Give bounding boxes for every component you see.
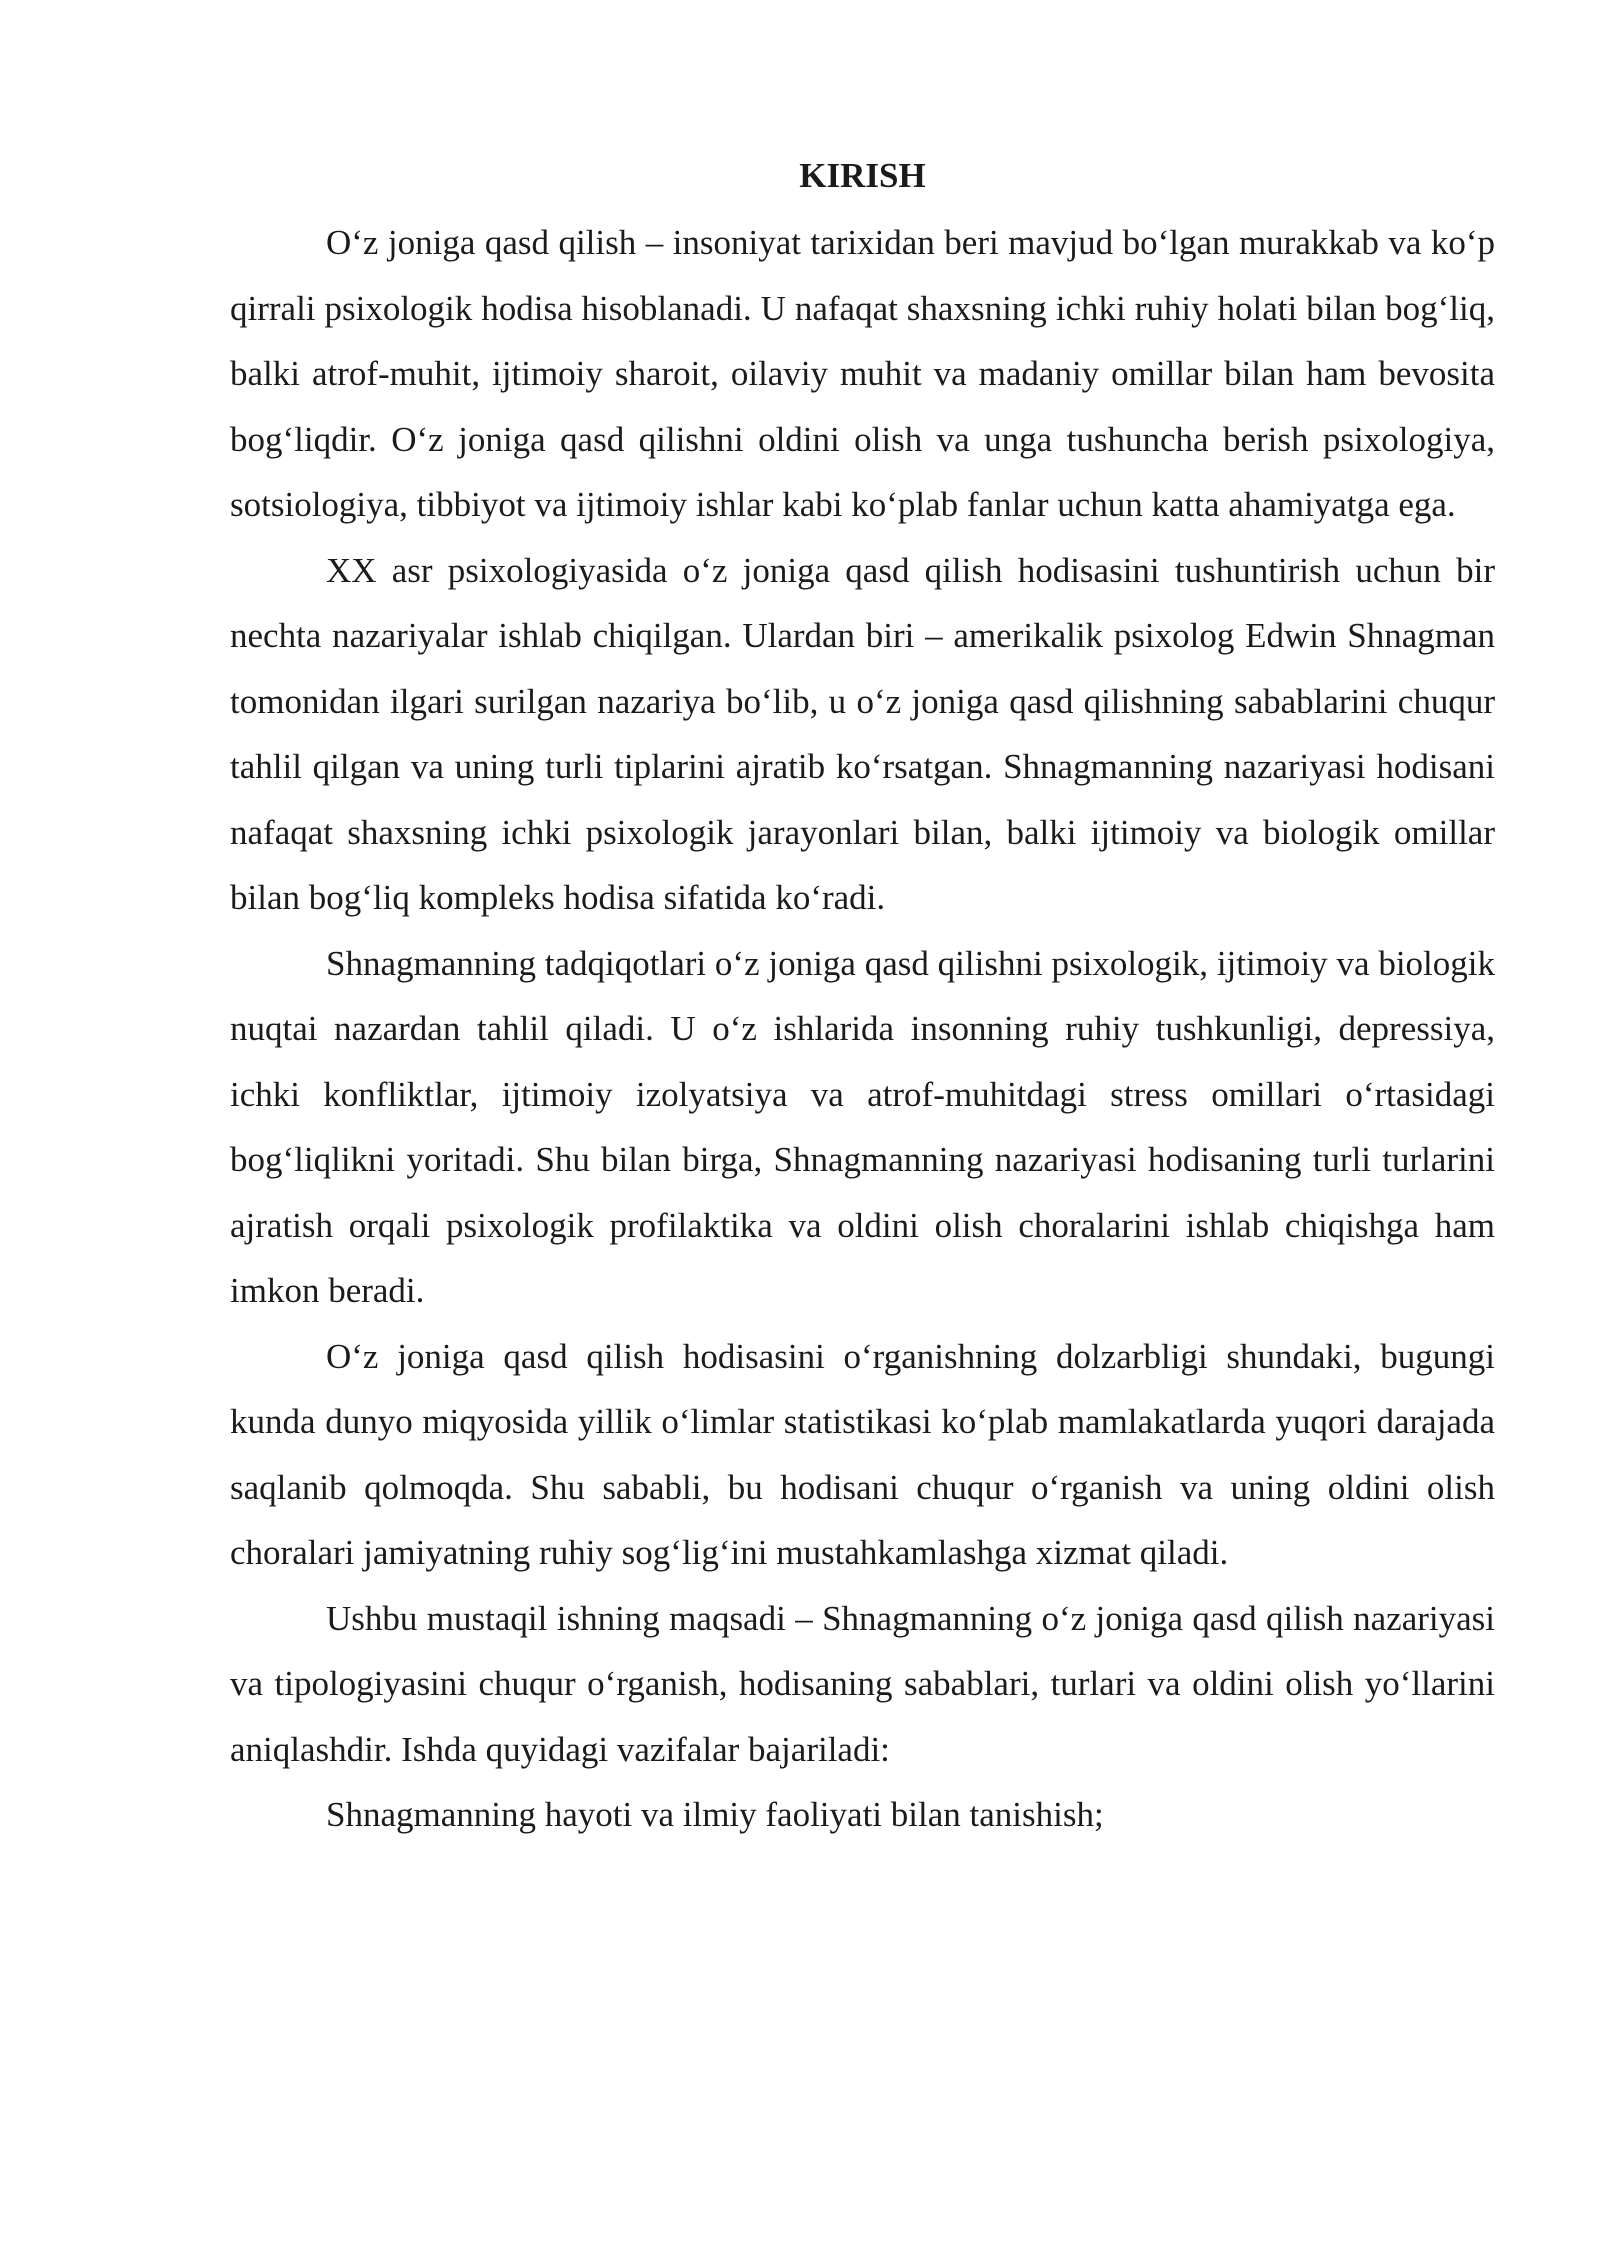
- paragraph-4: O‘z joniga qasd qilish hodisasini o‘rganishning dolzarbligi shundaki, bugungi kunda dunyo miqyosida yillik o‘limlar statistikasi ko‘plab mamlakatlarda yuqori darajada saqlanib qolmoqda. Shu sababli, bu hodisani chuqur o‘rganish va uning oldini olish choralari jamiyatning ruhiy sog‘lig‘ini mustahkamlashga xizmat qiladi.: [230, 1336, 1495, 1572]
- section-heading: KIRISH: [799, 156, 926, 195]
- paragraph-5: Ushbu mustaqil ishning maqsadi – Shnagmanning o‘z joniga qasd qilish nazariyasi va tipologiyasini chuqur o‘rganish, hodisaning sabablari, turlari va oldini olish yo‘llarini aniqlashdir. Ishda quyidagi vazifalar bajariladi:: [230, 1598, 1495, 1769]
- paragraph-2: XX asr psixologiyasida o‘z joniga qasd qilish hodisasini tushuntirish uchun bir nechta nazariyalar ishlab chiqilgan. Ulardan biri – amerikalik psixolog Edwin Shnagman tomonidan ilgari surilgan nazariya bo‘lib, u o‘z joniga qasd qilishning sabablarini chuqur tahlil qilgan va uning turli tiplarini ajratib ko‘rsatgan. Shnagmanning nazariyasi hodisani nafaqat shaxsning ichki psixologik jarayonlari bilan, balki ijtimoiy va biologik omillar bilan bog‘liq kompleks hodisa sifatida ko‘radi.: [230, 550, 1495, 917]
- paragraph-3: Shnagmanning tadqiqotlari o‘z joniga qasd qilishni psixologik, ijtimoiy va biologik nuqtai nazardan tahlil qiladi. U o‘z ishlarida insonning ruhiy tushkunligi, depressiya, ichki konfliktlar, ijtimoiy izolyatsiya va atrof-muhitdagi stress omillari o‘rtasidagi bog‘liqlikni yoritadi. Shu bilan birga, Shnagmanning nazariyasi hodisaning turli turlarini ajratish orqali psixologik profilaktika va oldini olish choralarini ishlab chiqishga ham imkon beradi.: [230, 943, 1495, 1310]
- paragraph-6: Shnagmanning hayoti va ilmiy faoliyati bilan tanishish;: [326, 1795, 1104, 1834]
- document-body: [230, 148, 1495, 1848]
- paragraph-1: O‘z joniga qasd qilish – insoniyat tarixidan beri mavjud bo‘lgan murakkab va ko‘p qirrali psixologik hodisa hisoblanadi. U nafaqat shaxsning ichki ruhiy holati bilan bog‘liq, balki atrof-muhit, ijtimoiy sharoit, oilaviy muhit va madaniy omillar bilan ham bevosita bog‘liqdir. O‘z joniga qasd qilishni oldini olish va unga tushuncha berish psixologiya, sotsiologiya, tibbiyot va ijtimoiy ishlar kabi ko‘plab fanlar uchun katta ahamiyatga ega.: [230, 223, 1495, 524]
